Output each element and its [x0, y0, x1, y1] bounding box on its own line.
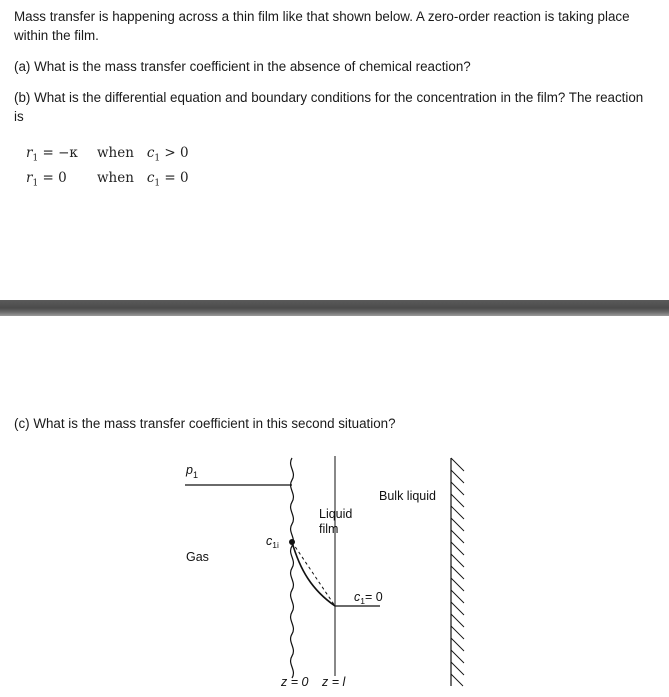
zl-label: z = l — [322, 675, 346, 689]
bulk-liquid-label: Bulk liquid — [379, 489, 436, 503]
part-a-question: (a) What is the mass transfer coefficient in the absence of chemical reaction? — [14, 59, 471, 74]
interface-point — [289, 539, 295, 545]
linear-profile-dashed — [292, 542, 335, 606]
c1i-label: $c_{1i}$ — [266, 534, 279, 550]
rate-condition-1: when $c_1 > 0$ — [97, 145, 189, 164]
gas-label: Gas — [186, 550, 209, 564]
part-b-question: (b) What is the differential equation and boundary conditions for the concentration in the film? The reaction is — [14, 90, 644, 124]
c1-zero-label: $c_1= 0$ — [354, 590, 383, 606]
part-c-question: (c) What is the mass transfer coefficient in this second situation? — [14, 416, 396, 431]
rate-condition-2: when $c_1 = 0$ — [97, 170, 189, 189]
liquid-film-label-line1: Liquid — [319, 507, 353, 521]
p1-label: $p_1$ — [186, 463, 198, 480]
rate-equation-2: $r_1 = 0$ — [26, 170, 67, 189]
problem-intro: Mass transfer is happening across a thin film like that shown below. A zero-order reaction is taking place within the film. — [14, 9, 630, 43]
rate-equation-1: $r_1 = -\kappa$ — [26, 145, 78, 164]
gas-liquid-interface — [291, 458, 294, 678]
liquid-film-label-line2: film — [319, 522, 339, 536]
wall-hatching — [451, 458, 464, 686]
z0-label: z = 0 — [281, 675, 309, 689]
